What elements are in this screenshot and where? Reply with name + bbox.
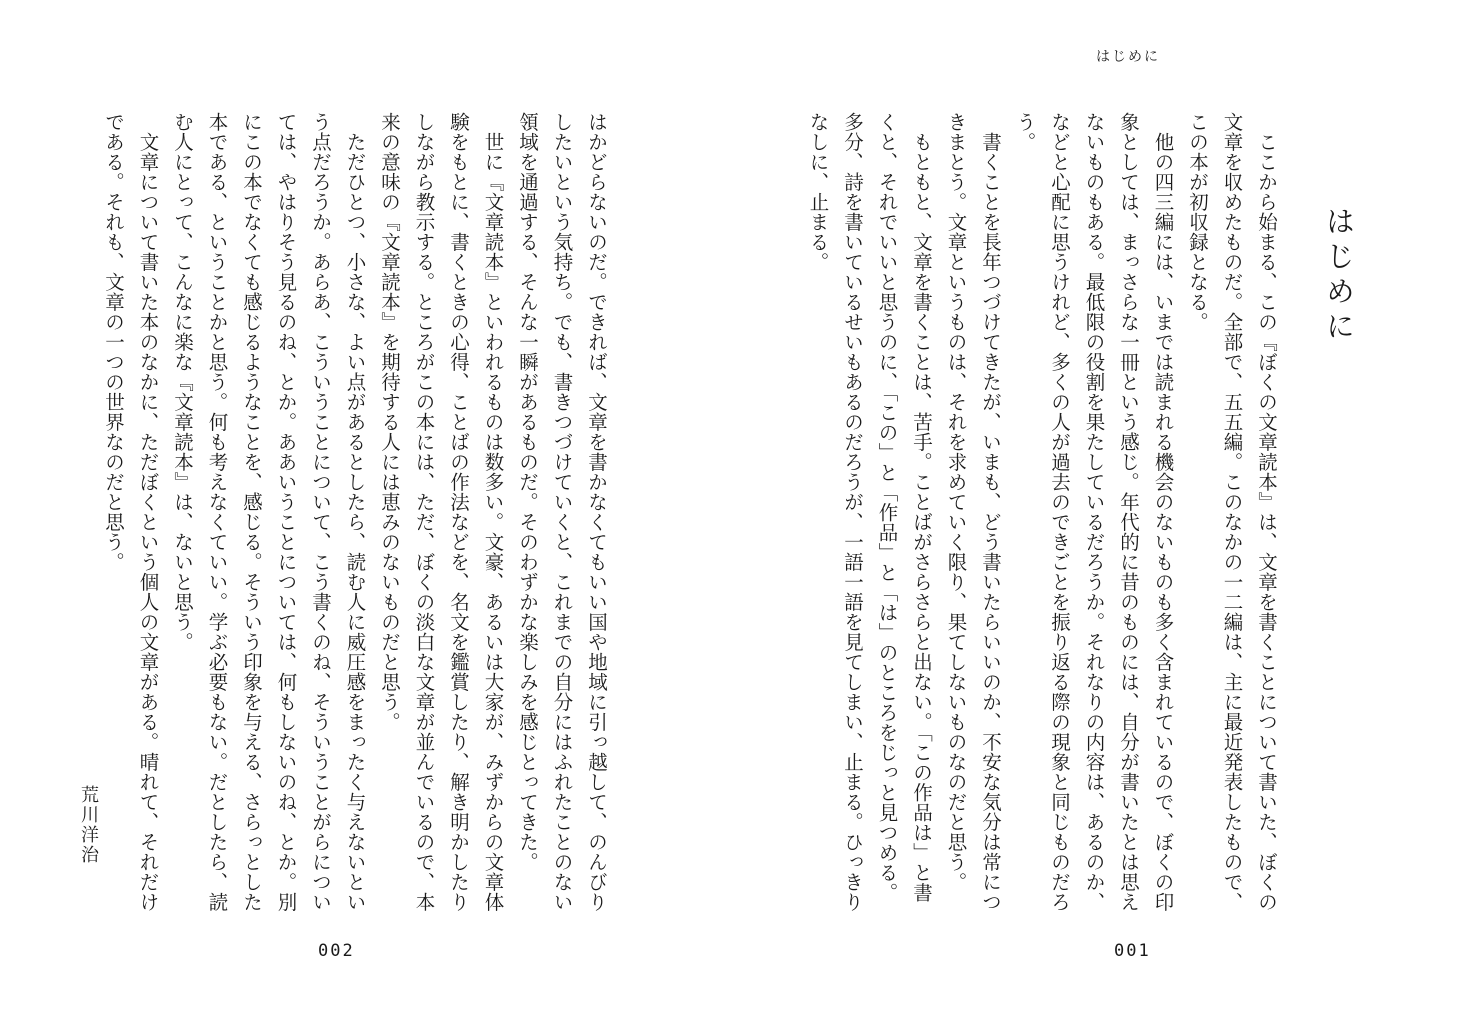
running-head: はじめに (1096, 49, 1160, 65)
author-name: 荒川洋治 (78, 785, 99, 865)
left-page-body-text: はかどらないのだ。できれば、文章を書かなくてもいい国や地域に引っ越して、のんびりしたいという気持ち。でも、書きつづけていくと、これまでの自分にはふれたことのない領域を通過する、そんな一瞬があるものだ。そのわずかな楽しみを感じとってきた。 世に『文章読本』といわれるものは数多い。文豪、あるいは大家が、みずからの文章体験をもとに、書くときの心得、ことばの作法などを、名文を鑑賞したり、解き明かしたりしながら教示する。ところがこの本には、ただ、ぼくの淡白な文章が並んでいるので、本来の意味の『文章読本』を期待する人には恵みのないものだと思う。 ただひとつ、小さな、よい点があるとしたら、読む人に威圧感をまったく与えないという点だろうか。あらあ、こういうことについて、こう書くのね、そういうことがらについては、やはりそう見るのね、とか。ああいうことについては、何もしないのね、とか。別にこの本でなくても感じるようなことを、感じる。そういう印象を与える、さらっとした本である、ということかと思う。何も考えなくていい。学ぶ必要もない。だとしたら、読む人にとって、こんなに楽な『文章読本』は、ないと思う。 文章について書いた本のなかに、ただぼくという個人の文章がある。晴れて、それだけである。それも、文章の一つの世界なのだと思う。 (102, 112, 608, 912)
page-number-right: 001 (1114, 941, 1151, 961)
page-number-left: 002 (318, 941, 355, 961)
right-page (741, 0, 1483, 1010)
chapter-title: はじめに (1322, 206, 1356, 346)
left-page (0, 0, 741, 1010)
right-page-body-text: ここから始まる、この『ぼくの文章読本』は、文章を書くことについて書いた、ぼくの文章を収めたものだ。全部で、五五編。このなかの一二編は、主に最近発表したもので、この本が初収録となる。 他の四三編には、いまでは読まれる機会のないものも多く含まれているので、ぼくの印象としては、まっさらな一冊という感じ。年代的に昔のものには、自分が書いたとは思えないものもある。最低限の役割を果たしているだろうか。それなりの内容は、あるのか、などと心配に思うけれど、多くの人が過去のできごとを振り返る際の現象と同じものだろう。 書くことを長年つづけてきたが、いまも、どう書いたらいいのか、不安な気分は常につきまとう。文章というものは、それを求めていく限り、果てしないものなのだと思う。 もともと、文章を書くことは、苦手。ことばがさらさらと出ない。「この作品は」と書くと、それでいいと思うのに、「この」と「作品」と「は」のところをじっと見つめる。多分、詩を書いているせいもあるのだろうが、一語一語を見てしまい、止まる。ひっきりなしに、止まる。 (806, 112, 1278, 912)
